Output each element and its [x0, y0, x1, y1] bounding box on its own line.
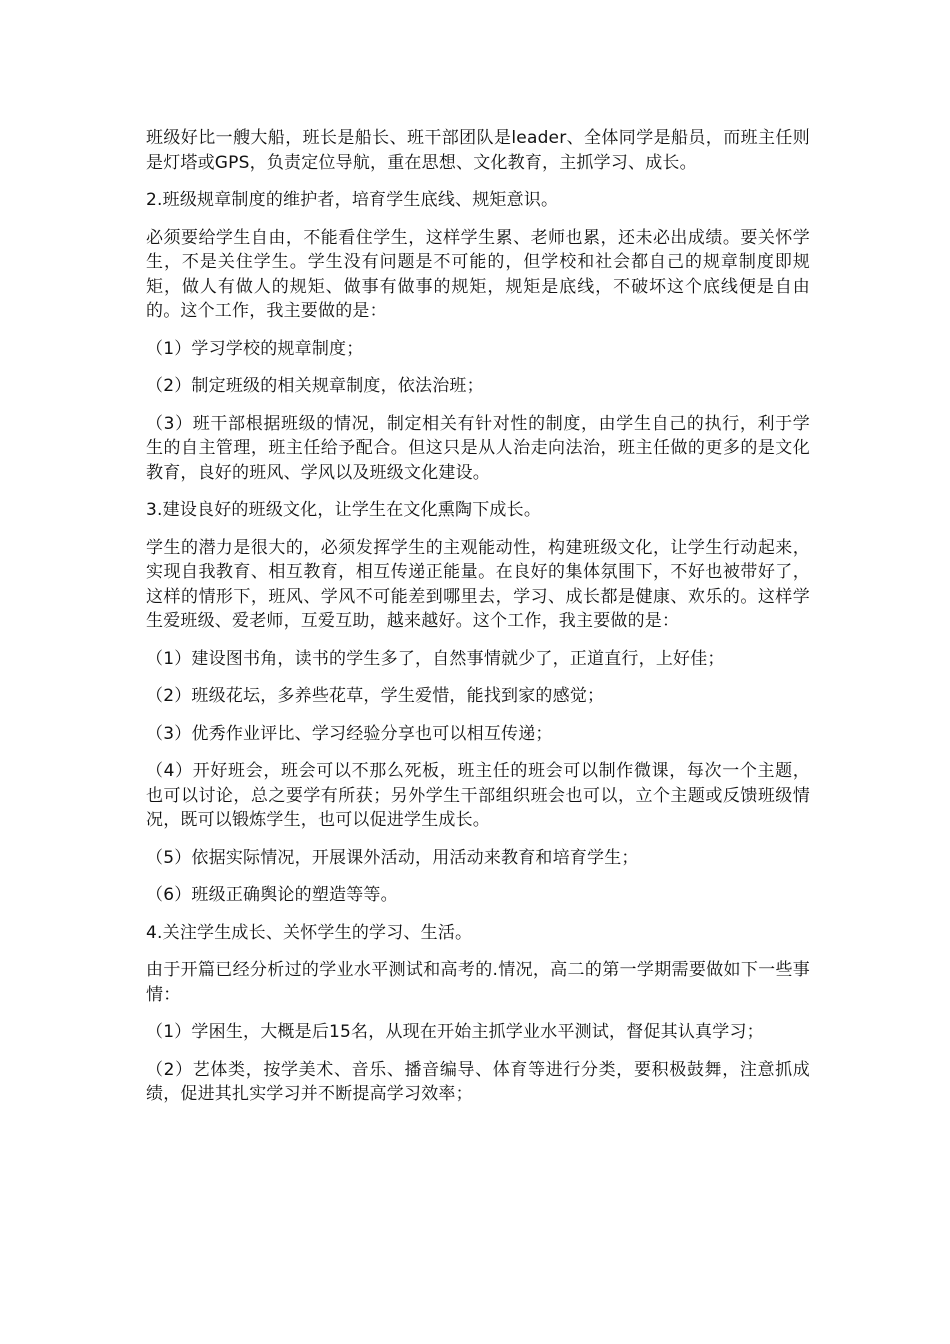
list-item: （1）学习学校的规章制度；	[146, 338, 364, 359]
list-item: （2）班级花坛，多养些花草，学生爱惜，能找到家的感觉；	[146, 686, 605, 706]
list-item: （5）依据实际情况，开展课外活动，用活动来教育和培育学生；	[146, 847, 639, 868]
list-item: （2）制定班级的相关规章制度，依法治班；	[146, 376, 484, 396]
list-item: （4）开好班会，班会可以不那么死板，班主任的班会可以制作微课，每次一个主题，也可以讨论，总之要学有所获；另外学生干部组织班会也可以，立个主题或反馈班级情况，既可以锻炼学生，也可以促进学生成长。	[146, 761, 810, 830]
section-heading-2: 2.班级规章制度的维护者，培育学生底线、规矩意识。	[146, 190, 559, 210]
list-item: （1）学困生，大概是后15名，从现在开始主抓学业水平测试，督促其认真学习；	[146, 1022, 764, 1042]
list-item: （2）艺体类，按学美术、音乐、播音编导、体育等进行分类，要积极鼓舞，注意抓成绩，促进其扎实学习并不断提高学习效率；	[146, 1059, 810, 1104]
section-heading-3: 3.建设良好的班级文化，让学生在文化熏陶下成长。	[146, 500, 542, 520]
paragraph-section-3: 学生的潜力是很大的，必须发挥学生的主观能动性，构建班级文化，让学生行动起来，实现自我教育、相互教育，相互传递正能量。在良好的集体氛围下，不好也被带好了，这样的情形下，班风、学风不可能差到哪里去，学习、成长都是健康、欢乐的。这样学生爱班级、爱老师，互爱互助，越来越好。这个工作，我主要做的是：	[146, 537, 810, 631]
document-body	[146, 126, 810, 1120]
paragraph-section-4: 由于开篇已经分析过的学业水平测试和高考的.情况，高二的第一学期需要做如下一些事情：	[146, 960, 810, 1005]
list-item: （3）班干部根据班级的情况，制定相关有针对性的制度，由学生自己的执行，利于学生的自主管理，班主任给予配合。但这只是从人治走向法治，班主任做的更多的是文化教育，良好的班风、学风以及班级文化建设。	[146, 413, 810, 483]
list-item: （3）优秀作业评比、学习经验分享也可以相互传递；	[146, 723, 553, 744]
list-item: （6）班级正确舆论的塑造等等。	[146, 885, 398, 905]
section-heading-4: 4.关注学生成长、关怀学生的学习、生活。	[146, 922, 473, 943]
paragraph-intro: 班级好比一艘大船，班长是船长、班干部团队是leader、全体同学是船员，而班主任则是灯塔或GPS，负责定位导航，重在思想、文化教育，主抓学习、成长。	[146, 128, 810, 173]
list-item: （1）建设图书角，读书的学生多了，自然事情就少了，正道直行，上好佳；	[146, 648, 725, 669]
paragraph-section-2: 必须要给学生自由，不能看住学生，这样学生累、老师也累，还未必出成绩。要关怀学生，不是关住学生。学生没有问题是不可能的，但学校和社会都自己的规章制度即规矩，做人有做人的规矩、做事有做事的规矩，规矩是底线，不破坏这个底线便是自由的。这个工作，我主要做的是：	[146, 227, 810, 321]
